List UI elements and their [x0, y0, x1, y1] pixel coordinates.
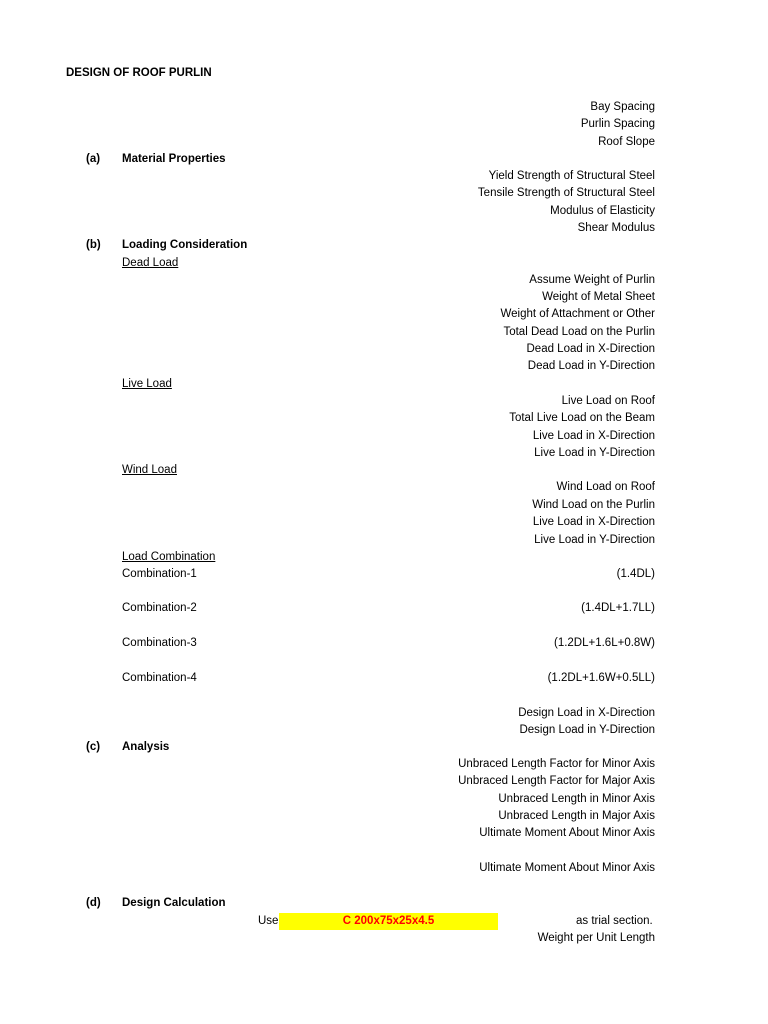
section-b-marker: (b) — [86, 239, 101, 251]
weight-per-unit-length-label: Weight per Unit Length — [537, 932, 655, 944]
wind-load-item: Wind Load on the Purlin — [532, 499, 655, 511]
analysis-item: Unbraced Length in Minor Axis — [498, 793, 655, 805]
combination-formula: (1.4DL+1.7LL) — [581, 602, 655, 614]
design-load-item: Design Load in X-Direction — [518, 707, 655, 719]
section-c-heading: Analysis — [122, 741, 170, 753]
purlin-spacing-label: Purlin Spacing — [580, 118, 655, 130]
dead-load-item: Dead Load in Y-Direction — [527, 360, 655, 372]
analysis-item: Ultimate Moment About Minor Axis — [479, 862, 655, 874]
combination-name: Combination-1 — [122, 568, 197, 580]
wind-load-item: Wind Load on Roof — [556, 481, 655, 493]
combination-formula: (1.2DL+1.6L+0.8W) — [553, 637, 655, 649]
live-load-item: Live Load in Y-Direction — [534, 447, 655, 459]
analysis-item: Ultimate Moment About Minor Axis — [479, 827, 655, 839]
page-title: DESIGN OF ROOF PURLIN — [66, 67, 212, 79]
material-item: Tensile Strength of Structural Steel — [477, 187, 655, 199]
dead-load-item: Weight of Attachment or Other — [500, 308, 655, 320]
material-item: Modulus of Elasticity — [550, 205, 655, 217]
combination-name: Combination-2 — [122, 602, 197, 614]
combination-name: Combination-3 — [122, 637, 197, 649]
combination-name: Combination-4 — [122, 672, 197, 684]
material-item: Shear Modulus — [577, 222, 655, 234]
use-label: Use — [258, 915, 279, 927]
bay-spacing-label: Bay Spacing — [590, 101, 655, 113]
live-load-label: Live Load — [122, 378, 172, 390]
combination-formula: (1.4DL) — [616, 568, 655, 580]
dead-load-item: Total Dead Load on the Purlin — [503, 326, 655, 338]
analysis-item: Unbraced Length in Major Axis — [498, 810, 655, 822]
wind-load-item: Live Load in X-Direction — [532, 516, 655, 528]
dead-load-item: Dead Load in X-Direction — [526, 343, 655, 355]
trial-section-value: C 200x75x25x4.5 — [342, 915, 435, 927]
live-load-item: Live Load in X-Direction — [532, 430, 655, 442]
roof-slope-label: Roof Slope — [598, 136, 655, 148]
dead-load-item: Weight of Metal Sheet — [542, 291, 655, 303]
design-load-item: Design Load in Y-Direction — [519, 724, 655, 736]
combination-formula: (1.2DL+1.6W+0.5LL) — [547, 672, 655, 684]
live-load-item: Total Live Load on the Beam — [509, 412, 655, 424]
live-load-item: Live Load on Roof — [561, 395, 655, 407]
analysis-item: Unbraced Length Factor for Major Axis — [458, 775, 655, 787]
trial-section-suffix: as trial section. — [576, 915, 653, 927]
analysis-item: Unbraced Length Factor for Minor Axis — [458, 758, 655, 770]
load-combination-label: Load Combination — [122, 551, 216, 563]
wind-load-item: Live Load in Y-Direction — [534, 534, 655, 546]
section-d-heading: Design Calculation — [122, 897, 226, 909]
trial-section-cell[interactable] — [279, 913, 498, 930]
section-a-marker: (a) — [86, 153, 101, 165]
dead-load-item: Assume Weight of Purlin — [529, 274, 655, 286]
section-b-heading: Loading Consideration — [122, 239, 248, 251]
wind-load-label: Wind Load — [122, 464, 177, 476]
section-d-marker: (d) — [86, 897, 101, 909]
material-item: Yield Strength of Structural Steel — [488, 170, 655, 182]
section-c-marker: (c) — [86, 741, 101, 753]
section-a-heading: Material Properties — [122, 153, 226, 165]
dead-load-label: Dead Load — [122, 257, 179, 269]
